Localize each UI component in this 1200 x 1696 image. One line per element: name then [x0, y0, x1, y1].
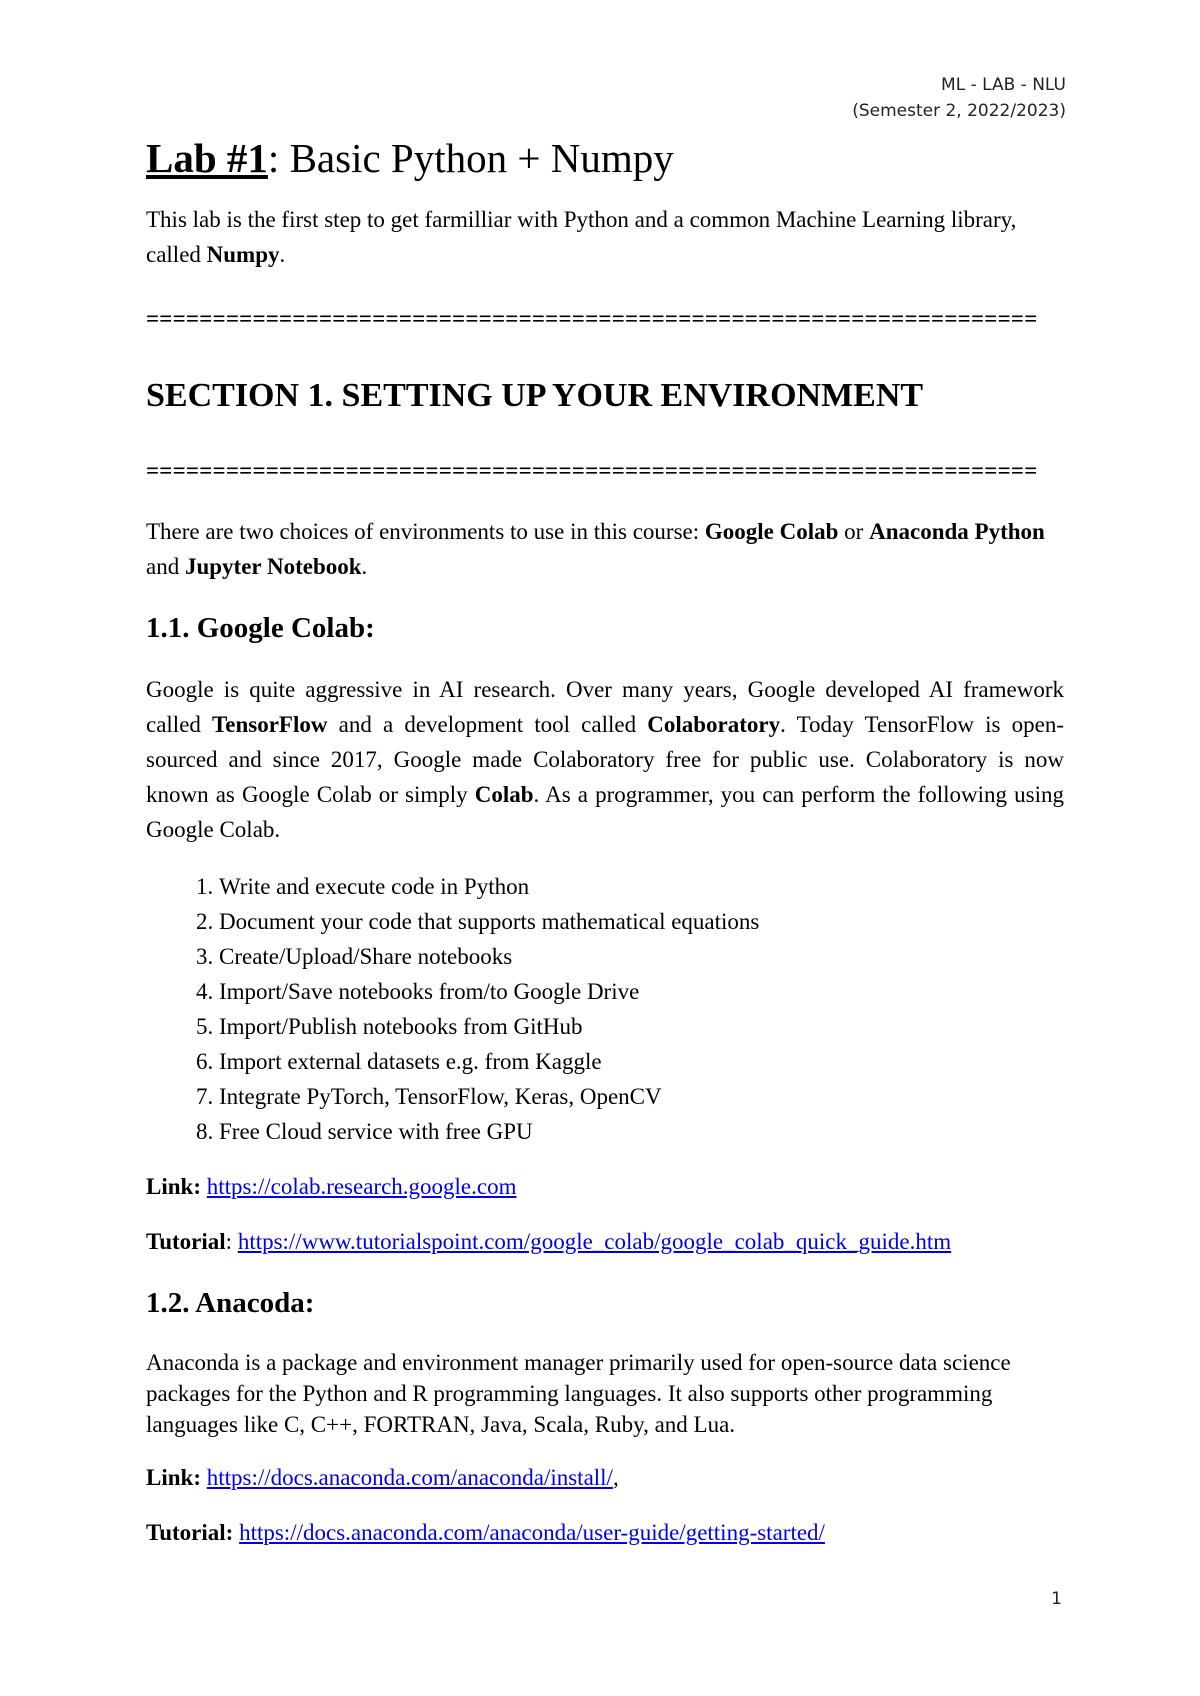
intro-text-end: .: [279, 242, 286, 267]
anaconda-link-line: [146, 1460, 1064, 1495]
anaconda-tutorial-link[interactable]: https://docs.anaconda.com/anaconda/user-guide/getting-started/: [239, 1520, 825, 1545]
lab-number: Lab #1: [146, 135, 268, 181]
colab-desc-text-2: and a development tool called: [327, 712, 648, 737]
anaconda-tutorial-line: [146, 1515, 1064, 1550]
list-item: 5. Import/Publish notebooks from GitHub: [219, 1009, 1064, 1044]
list-item: 8. Free Cloud service with free GPU: [219, 1114, 1064, 1149]
section-title: SECTION 1. SETTING UP YOUR ENVIRONMENT: [146, 377, 924, 414]
course-label: ML - LAB - NLU: [941, 75, 1066, 95]
list-item: 7. Integrate PyTorch, TensorFlow, Keras, OpenCV: [219, 1079, 1064, 1114]
colab-link-line: [146, 1169, 1064, 1204]
anaconda-link-suffix: ,: [612, 1465, 619, 1490]
choice-anaconda-python: Anaconda Python: [869, 519, 1045, 544]
subsection-anaconda-heading: 1.2. Anacoda:: [146, 1287, 315, 1319]
intro-bold-numpy: Numpy: [206, 242, 280, 267]
choices-text-1: There are two choices of environments to use in this course:: [146, 519, 705, 544]
environment-choices: [146, 514, 1064, 584]
list-item: 2. Document your code that supports mathematical equations: [219, 904, 1064, 939]
anaconda-tutorial-label: Tutorial:: [146, 1520, 234, 1545]
intro-text: This lab is the first step to get farmilliar with Python and a common Machine Learning library, called: [146, 207, 1017, 267]
choice-jupyter-notebook: Jupyter Notebook: [184, 554, 362, 579]
page-number: 1: [1051, 1589, 1062, 1609]
page-header: [852, 72, 1066, 124]
list-item: 1. Write and execute code in Python: [219, 869, 1064, 904]
lab-subject: Basic Python + Numpy: [279, 135, 674, 181]
colab-desc-text-4: . As a programmer, you can perform the following using Google Colab.: [146, 782, 1064, 842]
main-content: [146, 130, 1064, 1550]
colab-link-label: Link:: [146, 1174, 201, 1199]
colab-description: [146, 672, 1064, 847]
colab-desc-text-3: . Today TensorFlow is open-sourced and since 2017, Google made Colaboratory free for public use. Colaboratory is now known as Google Colab or simply: [146, 712, 1064, 807]
choices-text-4: .: [361, 554, 368, 579]
choices-text-2: or: [838, 519, 870, 544]
list-item: 4. Import/Save notebooks from/to Google Drive: [219, 974, 1064, 1009]
colab-tutorial-colon: :: [225, 1229, 233, 1254]
lab-title: [146, 130, 1064, 186]
list-item: 6. Import external datasets e.g. from Kaggle: [219, 1044, 1064, 1079]
colab-desc-text-1: Google is quite aggressive in AI research. Over many years, Google developed AI framework called: [146, 677, 1064, 737]
colab-features-list: [146, 869, 1064, 1149]
colab-bold-colaboratory: Colaboratory: [647, 712, 781, 737]
intro-paragraph: [146, 202, 1064, 272]
colab-bold-tensorflow: TensorFlow: [212, 712, 328, 737]
subsection-google-colab-heading: 1.1. Google Colab:: [146, 612, 375, 644]
choices-text-3: and: [146, 554, 185, 579]
colab-tutorial-label: Tutorial: [146, 1229, 226, 1254]
colab-tutorial-line: [146, 1224, 1064, 1259]
lab-title-separator: :: [267, 135, 280, 181]
colab-tutorial-link[interactable]: https://www.tutorialspoint.com/google_colab/google_colab_quick_guide.htm: [237, 1229, 952, 1254]
divider-bottom: ===================================================================: [146, 458, 1038, 483]
divider-top: ===================================================================: [146, 306, 1038, 331]
anaconda-link[interactable]: https://docs.anaconda.com/anaconda/install/: [206, 1465, 613, 1490]
choice-google-colab: Google Colab: [704, 519, 839, 544]
colab-bold-colab: Colab: [474, 782, 534, 807]
anaconda-link-label: Link:: [146, 1465, 201, 1490]
semester-label: (Semester 2, 2022/2023): [852, 101, 1066, 121]
colab-link[interactable]: https://colab.research.google.com: [206, 1174, 517, 1199]
anaconda-description: Anaconda is a package and environment manager primarily used for open-source data science packages for the Python and R programming languages. It also supports other programming languages like C, C++, FORTRAN, Java, Scala, Ruby, and Lua.: [146, 1350, 1011, 1437]
list-item: 3. Create/Upload/Share notebooks: [219, 939, 1064, 974]
